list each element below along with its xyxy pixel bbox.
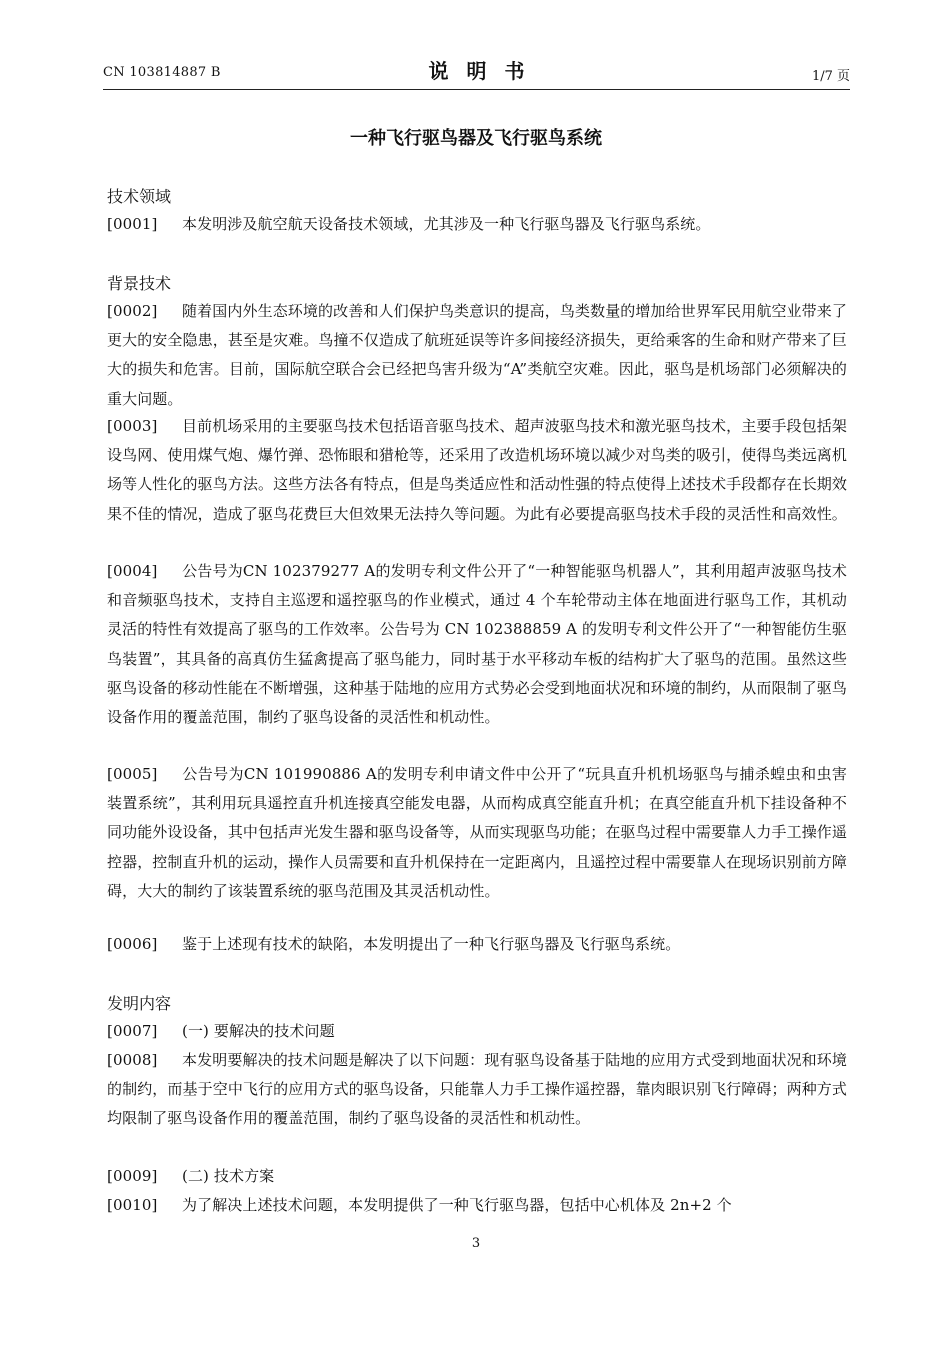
paragraph-text: 公告号为CN 102379277 A的发明专利文件公开了“一种智能驱鸟机器人”，其利用超声波驱鸟技术和音频驱鸟技术，支持自主巡逻和遥控驱鸟的作业模式，通过 4 个车轮带动主体在地面进行驱鸟工作，其机动灵活的特性有效提高了驱鸟的工作效率。公告号为 CN 102388859 A 的发明专利文件公开了“一种智能仿生驱鸟装置”，其具备的高真仿生猛禽提高了驱鸟能力，同时基于水平移动车板的结构扩大了驱鸟的范围。虽然这些驱鸟设备的移动性能在不断增强，这种基于陆地的应用方式势必会受到地面状况和环境的制约，从而限制了驱鸟设备作用的覆盖范围，制约了驱鸟设备的灵活性和机动性。 [107,562,847,727]
paragraph-0001 [107,210,847,239]
doc-type-title: 说明书 [428,59,543,83]
paragraph-0002 [107,297,847,414]
section-heading-background: 背景技术 [107,274,172,293]
paragraph-0008 [107,1046,847,1134]
section-heading-content: 发明内容 [107,994,172,1013]
paragraph-text: 随着国内外生态环境的改善和人们保护鸟类意识的提高，鸟类数量的增加给世界军民用航空业带来了更大的安全隐患，甚至是灾难。鸟撞不仅造成了航班延误等许多间接经济损失，更给乘客的生命和财产带来了巨大的损失和危害。目前，国际航空联合会已经把鸟害升级为“A”类航空灾难。因此，驱鸟是机场部门必须解决的重大问题。 [107,302,847,408]
section-heading-field: 技术领域 [107,187,172,206]
paragraph-text: 本发明涉及航空航天设备技术领域，尤其涉及一种飞行驱鸟器及飞行驱鸟系统。 [182,215,711,233]
paragraph-number: [0001] [107,215,158,233]
paragraph-number: [0008] [107,1051,158,1069]
paragraph-text: (二) 技术方案 [182,1167,275,1185]
paragraph-0006 [107,930,847,959]
patent-number: CN 103814887 B [103,65,221,80]
page-number: 3 [471,1236,481,1251]
paragraph-number: [0009] [107,1167,158,1185]
paragraph-number: [0007] [107,1022,158,1040]
paragraph-text: 公告号为CN 101990886 A的发明专利申请文件中公开了“玩具直升机机场驱鸟与捕杀蝗虫和虫害装置系统”，其利用玩具遥控直升机连接真空能发电器，从而构成真空能直升机；在真空能直升机下挂设备种不同功能外设设备，其中包括声光发生器和驱鸟设备等，从而实现驱鸟功能；在驱鸟过程中需要靠人力手工操作遥控器，控制直升机的运动，操作人员需要和直升机保持在一定距离内，且遥控过程中需要靠人在现场识别前方障碍，大大的制约了该装置系统的驱鸟范围及其灵活机动性。 [107,765,847,900]
paragraph-0003 [107,412,847,529]
paragraph-0005 [107,760,847,906]
paragraph-number: [0003] [107,417,158,435]
page-header [103,55,850,89]
document-title: 一种飞行驱鸟器及飞行驱鸟系统 [350,128,602,149]
paragraph-0007 [107,1017,847,1046]
page-indicator: 1/7 页 [811,69,850,84]
paragraph-0009 [107,1162,847,1191]
paragraph-0004 [107,557,847,732]
paragraph-number: [0004] [107,562,158,580]
paragraph-text: 为了解决上述技术问题，本发明提供了一种飞行驱鸟器，包括中心机体及 2n+2 个 [182,1196,732,1214]
paragraph-text: 本发明要解决的技术问题是解决了以下问题：现有驱鸟设备基于陆地的应用方式受到地面状况和环境的制约，而基于空中飞行的应用方式的驱鸟设备，只能靠人力手工操作遥控器，靠肉眼识别飞行障碍；两种方式均限制了驱鸟设备作用的覆盖范围，制约了驱鸟设备的灵活性和机动性。 [107,1051,847,1128]
paragraph-text: (一) 要解决的技术问题 [182,1022,335,1040]
header-rule [103,89,850,90]
paragraph-text: 鉴于上述现有技术的缺陷，本发明提出了一种飞行驱鸟器及飞行驱鸟系统。 [182,935,681,953]
paragraph-number: [0005] [107,765,158,783]
paragraph-number: [0010] [107,1196,158,1214]
paragraph-number: [0006] [107,935,158,953]
paragraph-0010 [107,1191,847,1220]
paragraph-text: 目前机场采用的主要驱鸟技术包括语音驱鸟技术、超声波驱鸟技术和激光驱鸟技术，主要手段包括架设鸟网、使用煤气炮、爆竹弹、恐怖眼和猎枪等，还采用了改造机场环境以减少对鸟类的吸引，使得鸟类远离机场等人性化的驱鸟方法。这些方法各有特点，但是鸟类适应性和活动性强的特点使得上述技术手段都存在长期效果不佳的情况，造成了驱鸟花费巨大但效果无法持久等问题。为此有必要提高驱鸟技术手段的灵活性和高效性。 [107,417,847,523]
paragraph-number: [0002] [107,302,158,320]
